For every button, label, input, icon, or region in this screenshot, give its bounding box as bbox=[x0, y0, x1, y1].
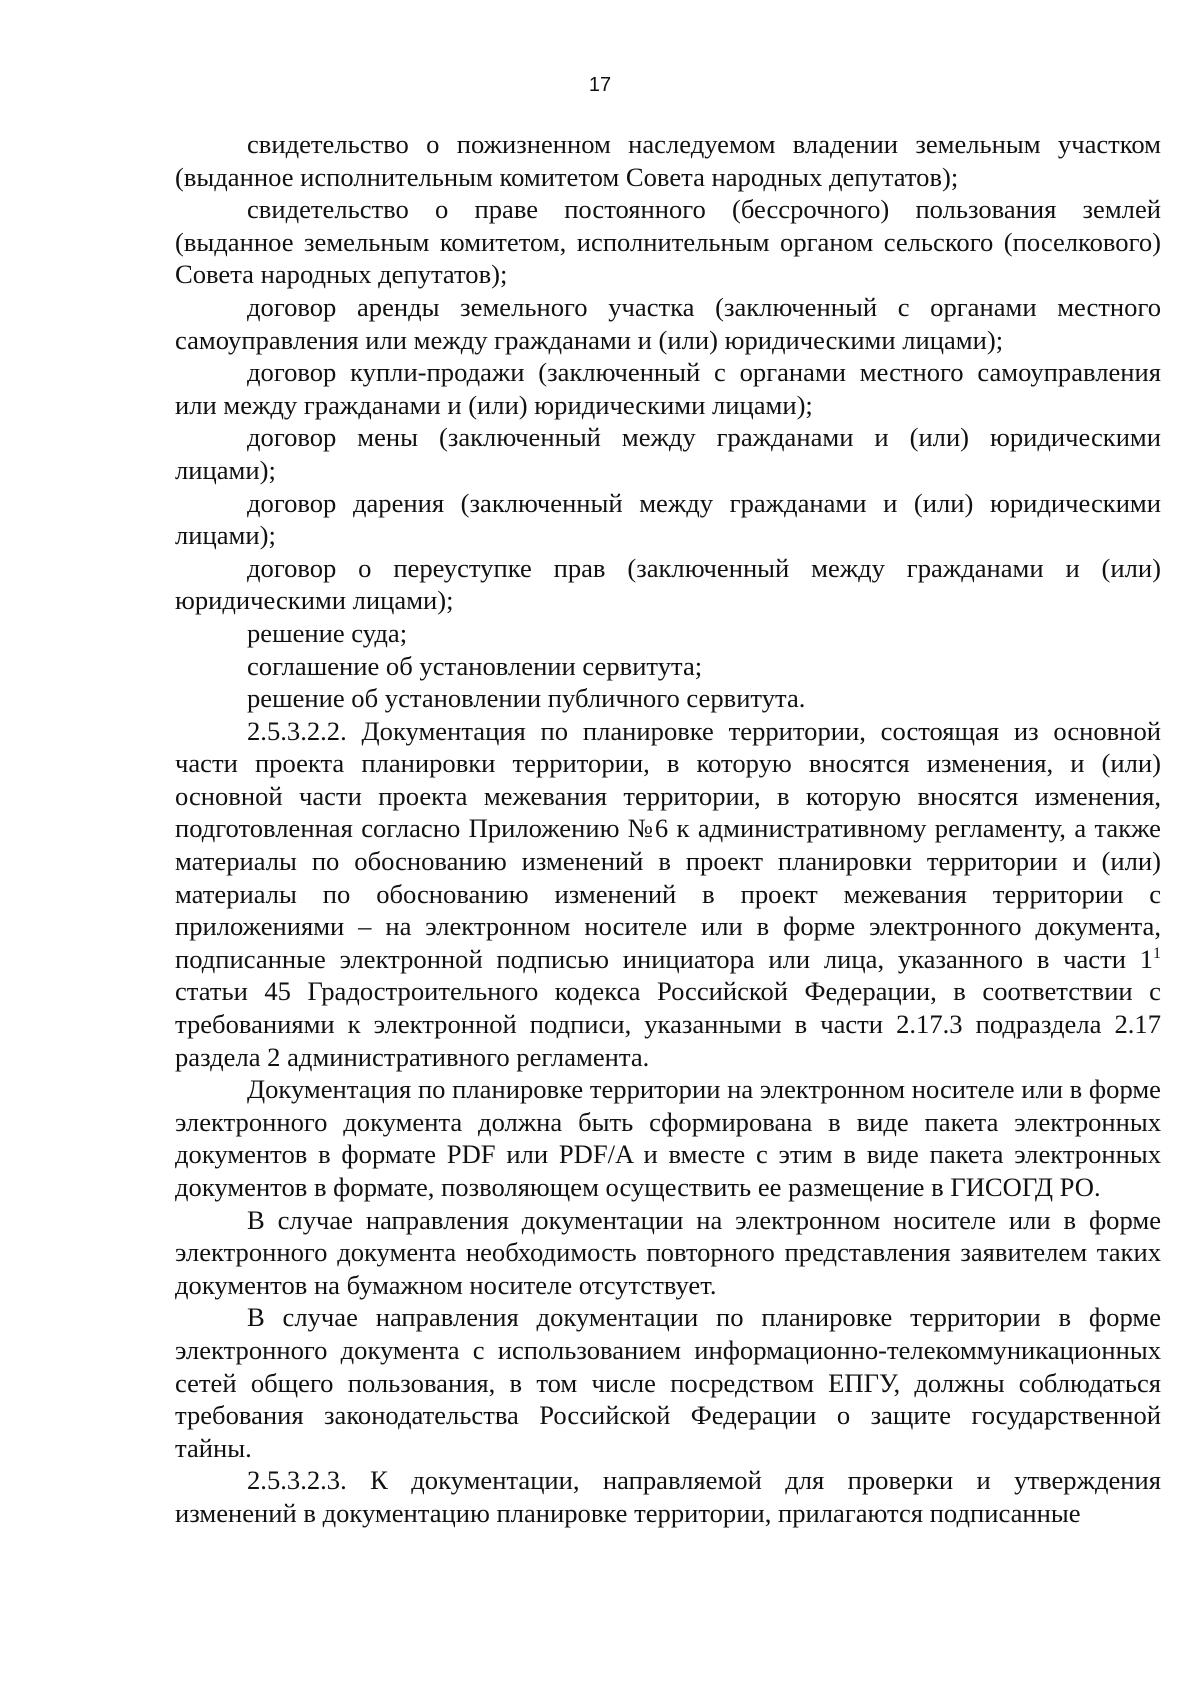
paragraph-no-paper-copy: В случае направления документации на электронном носителе или в форме электронного документа необходимость повторного представления заявителем таких документов на бумажном носителе отсутствует. bbox=[175, 1204, 1161, 1300]
paragraph-gift-agreement: договор дарения (заключенный между гражданами и (или) юридическими лицами); bbox=[175, 487, 1161, 551]
paragraph-public-servitude-decision: решение об установлении публичного сервитута. bbox=[247, 683, 806, 714]
paragraph-sale-agreement: договор купли-продажи (заключенный с органами местного самоуправления или между гражданами и (или) юридическими лицами); bbox=[175, 357, 1161, 420]
paragraph-2-5-3-2-2-text-start: 2.5.3.2.2. Документация по планировке территории, состоящая из основной части проекта планировки территории, в которую вносятся изменения, и (или) основной части проекта межевания территории, в которую вносятся изменения, подготовленная согласно Приложению №6 к административному регламенту, а также материалы по обоснованию изменений в проект планировки территории и (или) материалы по обоснованию изменений в проект межевания территории с приложениями – на электронном носителе или в форме электронного документа, подписанные электронной подписью инициатора или лица, указанного в части 1 bbox=[175, 715, 1161, 974]
paragraph-pdf-format: Документация по планировке территории на электронном носителе или в форме электронного документа должна быть сформирована в виде пакета электронных документов в формате PDF или PDF/A и вместе с этим в виде пакета электронных документов в формате, позволяющем осуществить ее размещение в ГИСОГД РО. bbox=[175, 1074, 1161, 1202]
document-body bbox=[175, 128, 1161, 1530]
paragraph-certificate-permanent-use: свидетельство о праве постоянного (бессрочного) пользования землей (выданное земельным комитетом, исполнительным органом сельского (поселкового) Совета народных депутатов); bbox=[175, 194, 1161, 290]
superscript-part-number: 1 bbox=[1153, 945, 1161, 963]
paragraph-state-secret: В случае направления документации по планировке территории в форме электронного документа с использованием информационно-телекоммуникационных сетей общего пользования, в том числе посредством ЕПГУ, должны соблюдаться требования законодательства Российской Федерации о защите государственной тайны. bbox=[175, 1302, 1161, 1463]
paragraph-exchange-agreement: договор мены (заключенный между гражданами и (или) юридическими лицами); bbox=[175, 422, 1161, 485]
paragraph-certificate-inheritable-possession: свидетельство о пожизненном наследуемом владении земельным участком (выданное исполнительным комитетом Совета народных депутатов); bbox=[175, 129, 1161, 192]
paragraph-2-5-3-2-2 bbox=[175, 715, 1161, 1074]
paragraph-2-5-3-2-3: 2.5.3.2.3. К документации, направляемой для проверки и утверждения изменений в документацию планировке территории, прилагаются подписанные bbox=[175, 1465, 1161, 1528]
paragraph-court-decision: решение суда; bbox=[247, 617, 408, 648]
page-number: 17 bbox=[588, 74, 612, 96]
paragraph-lease-agreement: договор аренды земельного участка (заключенный с органами местного самоуправления или между гражданами и (или) юридическими лицами); bbox=[175, 291, 1161, 355]
paragraph-2-5-3-2-2-text-end: статьи 45 Градостроительного кодекса Российской Федерации, в соответствии с требованиями к электронной подписи, указанными в части 2.17.3 подраздела 2.17 раздела 2 административного регламента. bbox=[175, 976, 1161, 1072]
paragraph-servitude-agreement: соглашение об установлении сервитута; bbox=[247, 650, 703, 681]
paragraph-assignment-agreement: договор о переуступке прав (заключенный между гражданами и (или) юридическими лицами); bbox=[175, 552, 1161, 616]
